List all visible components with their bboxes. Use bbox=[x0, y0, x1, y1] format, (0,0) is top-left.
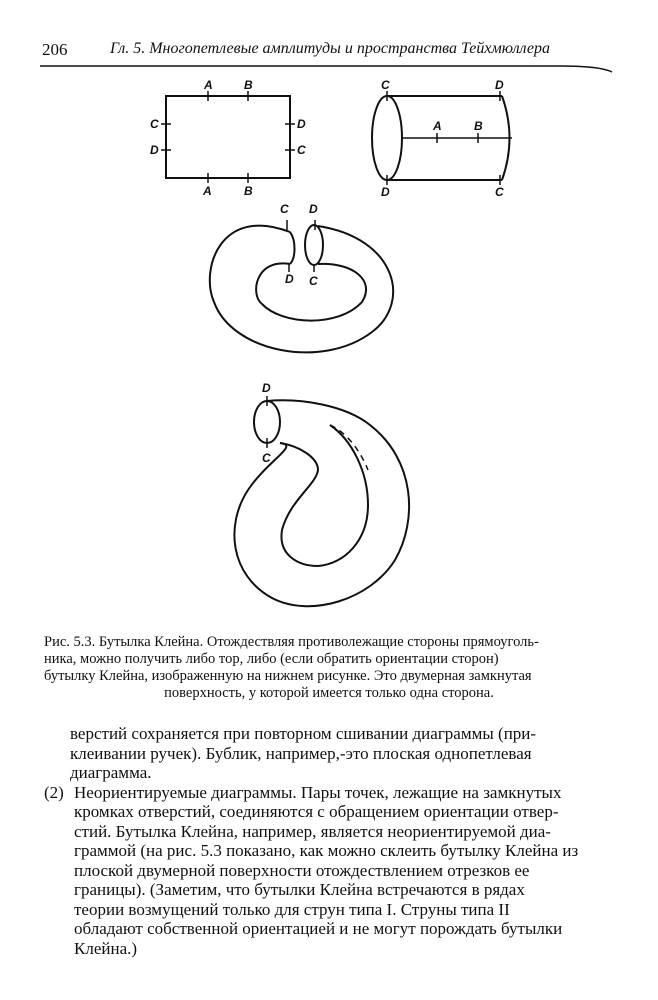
cylinder-diagram bbox=[372, 91, 512, 185]
cyl-label-mid-a: A bbox=[433, 119, 442, 133]
torus-label-top-d: D bbox=[309, 202, 318, 216]
cyl-label-mid-b: B bbox=[474, 119, 483, 133]
text-line: граммой (на рис. 5.3 показано, как можно склеить бутылку Клейна из bbox=[74, 841, 579, 860]
rect-label-left-c: C bbox=[150, 117, 159, 131]
rect-label-left-d: D bbox=[150, 143, 159, 157]
rect-label-top-b: B bbox=[244, 78, 253, 92]
klein-bottle-diagram bbox=[234, 396, 409, 606]
cyl-label-top-c: C bbox=[381, 78, 390, 92]
rectangle-shape bbox=[166, 96, 290, 178]
list-item-2 bbox=[44, 783, 616, 959]
text-line: кромках отверстий, соединяются с обращением ориентации отвер- bbox=[74, 802, 559, 821]
text-line: верстий сохраняется при повторном сшивании диаграммы (при- bbox=[70, 724, 537, 743]
header-rule bbox=[40, 66, 612, 72]
text-line: Клейна.) bbox=[74, 938, 138, 958]
torus-label-bottom-c: C bbox=[309, 274, 318, 288]
rect-label-bottom-b: B bbox=[244, 184, 253, 198]
text-line: диаграмма. bbox=[70, 763, 152, 782]
torus-diagram bbox=[210, 220, 393, 352]
text-line: границы). (Заметим, что бутылки Клейна встречаются в рядах bbox=[74, 880, 525, 899]
text-line: стий. Бутылка Клейна, например, является неориентируемой диа- bbox=[74, 821, 551, 841]
cyl-label-bottom-d: D bbox=[381, 185, 390, 199]
rect-label-bottom-a: A bbox=[203, 184, 212, 198]
page-number: 206 bbox=[42, 40, 68, 59]
rect-label-right-d: D bbox=[297, 117, 306, 131]
torus-label-bottom-d: D bbox=[285, 272, 294, 286]
rect-label-right-c: C bbox=[297, 143, 306, 157]
caption-line: поверхность, у которой имеется только одна сторона. bbox=[164, 685, 494, 701]
torus-label-top-c: C bbox=[280, 202, 289, 216]
bottle-label-bottom-c: C bbox=[262, 451, 271, 465]
text-line: плоской двумерной поверхности отождествлением отрезков ее bbox=[74, 860, 530, 880]
list-item-number: (2) bbox=[44, 782, 64, 802]
body-text bbox=[44, 724, 616, 958]
bottle-label-top-d: D bbox=[262, 381, 271, 395]
rect-label-top-a: A bbox=[204, 78, 213, 92]
caption-line: Рис. 5.3. Бутылка Клейна. Отождествляя противолежащие стороны прямоуголь- bbox=[44, 634, 539, 650]
caption-line: бутылку Клейна, изображенную на нижнем рисунке. Это двумерная замкнутая bbox=[44, 668, 532, 684]
cyl-label-top-d: D bbox=[495, 78, 504, 92]
paragraph-continuation bbox=[44, 724, 616, 783]
cyl-label-bottom-c: C bbox=[495, 185, 504, 199]
figure-caption bbox=[44, 634, 614, 702]
rectangle-diagram bbox=[150, 78, 306, 198]
cylinder-end bbox=[372, 96, 402, 180]
text-line: обладают собственной ориентацией и не могут порождать бутылки bbox=[74, 919, 563, 938]
running-title: Гл. 5. Многопетлевые амплитуды и пространства Тейхмюллера bbox=[110, 40, 551, 57]
text-line: клеивании ручек). Бублик, например,-это плоская однопетлевая bbox=[70, 743, 532, 763]
caption-line: ника, можно получить либо тор, либо (если обратить ориентации сторон) bbox=[44, 651, 499, 667]
text-line: Неориентируемые диаграммы. Пары точек, лежащие на замкнутых bbox=[74, 782, 562, 802]
list-item-text bbox=[44, 783, 616, 959]
text-line: теории возмущений только для струн типа I. Струны типа II bbox=[74, 899, 510, 919]
